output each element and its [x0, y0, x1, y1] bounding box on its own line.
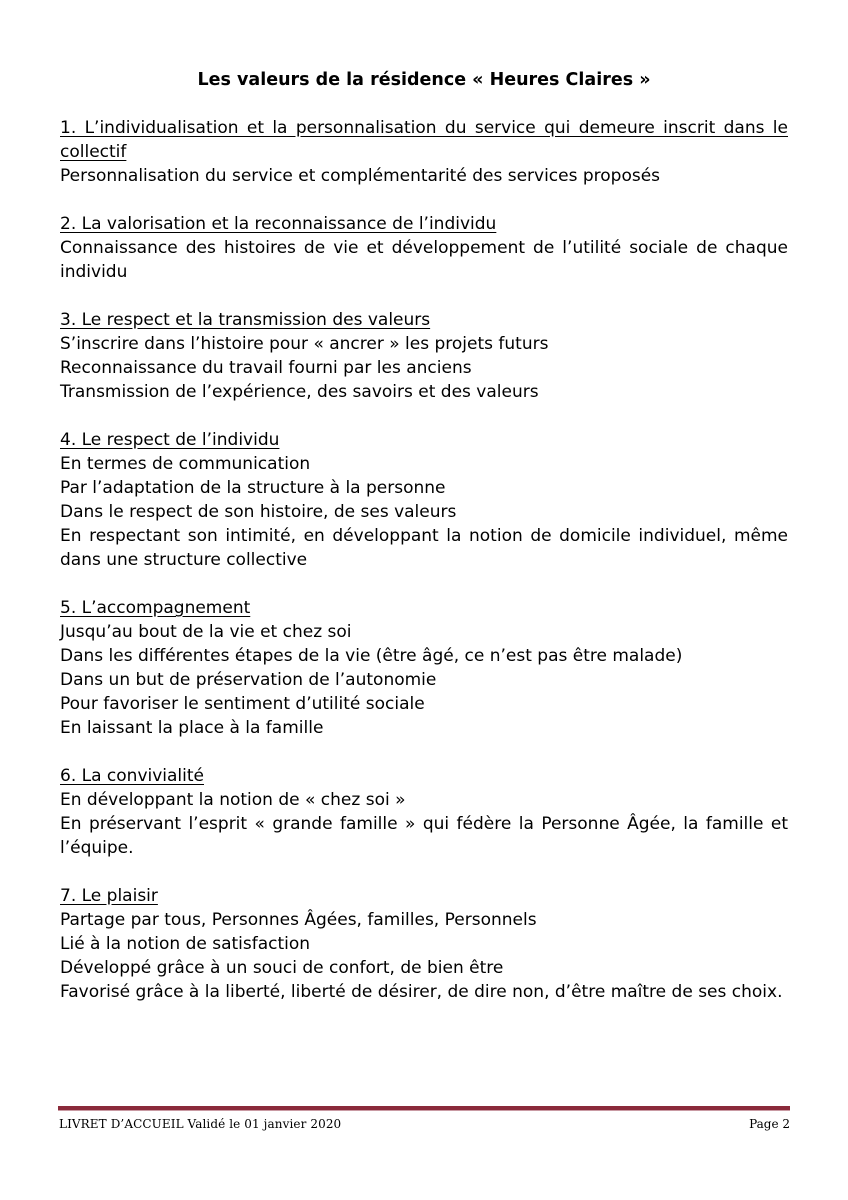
section-line: En respectant son intimité, en développant la notion de domicile individuel, même dans une structure collective [60, 526, 788, 570]
section-heading: 4. Le respect de l’individu [60, 430, 280, 450]
section-line: Reconnaissance du travail fourni par les anciens [60, 358, 472, 378]
section-line: Dans un but de préservation de l’autonomie [60, 670, 437, 690]
section-heading: 2. La valorisation et la reconnaissance de l’individu [60, 214, 497, 234]
section-line: Dans les différentes étapes de la vie (être âgé, ce n’est pas être malade) [60, 646, 683, 666]
section-line: Pour favoriser le sentiment d’utilité sociale [60, 694, 425, 714]
section-line: Connaissance des histoires de vie et développement de l’utilité sociale de chaque individu [60, 238, 788, 282]
section-line: S’inscrire dans l’histoire pour « ancrer » les projets futurs [60, 334, 549, 354]
document-page [60, 66, 788, 1028]
document-title: Les valeurs de la résidence « Heures Claires » [197, 70, 651, 90]
footer-divider [58, 1106, 790, 1111]
section-line: Par l’adaptation de la structure à la personne [60, 478, 446, 498]
section-2 [60, 212, 788, 284]
section-7 [60, 884, 788, 1004]
section-line: En préservant l’esprit « grande famille » qui fédère la Personne Âgée, la famille et l’équipe. [60, 814, 788, 858]
section-heading: 7. Le plaisir [60, 886, 158, 906]
section-line: Personnalisation du service et complémentarité des services proposés [60, 166, 661, 186]
section-line: Partage par tous, Personnes Âgées, familles, Personnels [60, 910, 537, 930]
section-line: En termes de communication [60, 454, 311, 474]
section-line: Transmission de l’expérience, des savoirs et des valeurs [60, 382, 539, 402]
section-heading: 1. L’individualisation et la personnalisation du service qui demeure inscrit dans le collectif [60, 118, 788, 162]
section-6 [60, 764, 788, 860]
section-line: Développé grâce à un souci de confort, de bien être [60, 958, 504, 978]
section-1 [60, 116, 788, 188]
section-5 [60, 596, 788, 740]
section-line: Dans le respect de son histoire, de ses valeurs [60, 502, 457, 522]
section-line: Jusqu’au bout de la vie et chez soi [60, 622, 352, 642]
section-line: En laissant la place à la famille [60, 718, 324, 738]
footer-booklet-label: LIVRET D’ACCUEIL Validé le 01 janvier 2020 [59, 1117, 342, 1131]
section-line: En développant la notion de « chez soi » [60, 790, 406, 810]
section-heading: 3. Le respect et la transmission des valeurs [60, 310, 431, 330]
footer-page-number: Page 2 [749, 1117, 790, 1131]
section-line: Lié à la notion de satisfaction [60, 934, 311, 954]
section-line: Favorisé grâce à la liberté, liberté de désirer, de dire non, d’être maître de ses choix. [60, 982, 783, 1002]
section-4 [60, 428, 788, 572]
section-3 [60, 308, 788, 404]
section-heading: 6. La convivialité [60, 766, 204, 786]
section-heading: 5. L’accompagnement [60, 598, 251, 618]
